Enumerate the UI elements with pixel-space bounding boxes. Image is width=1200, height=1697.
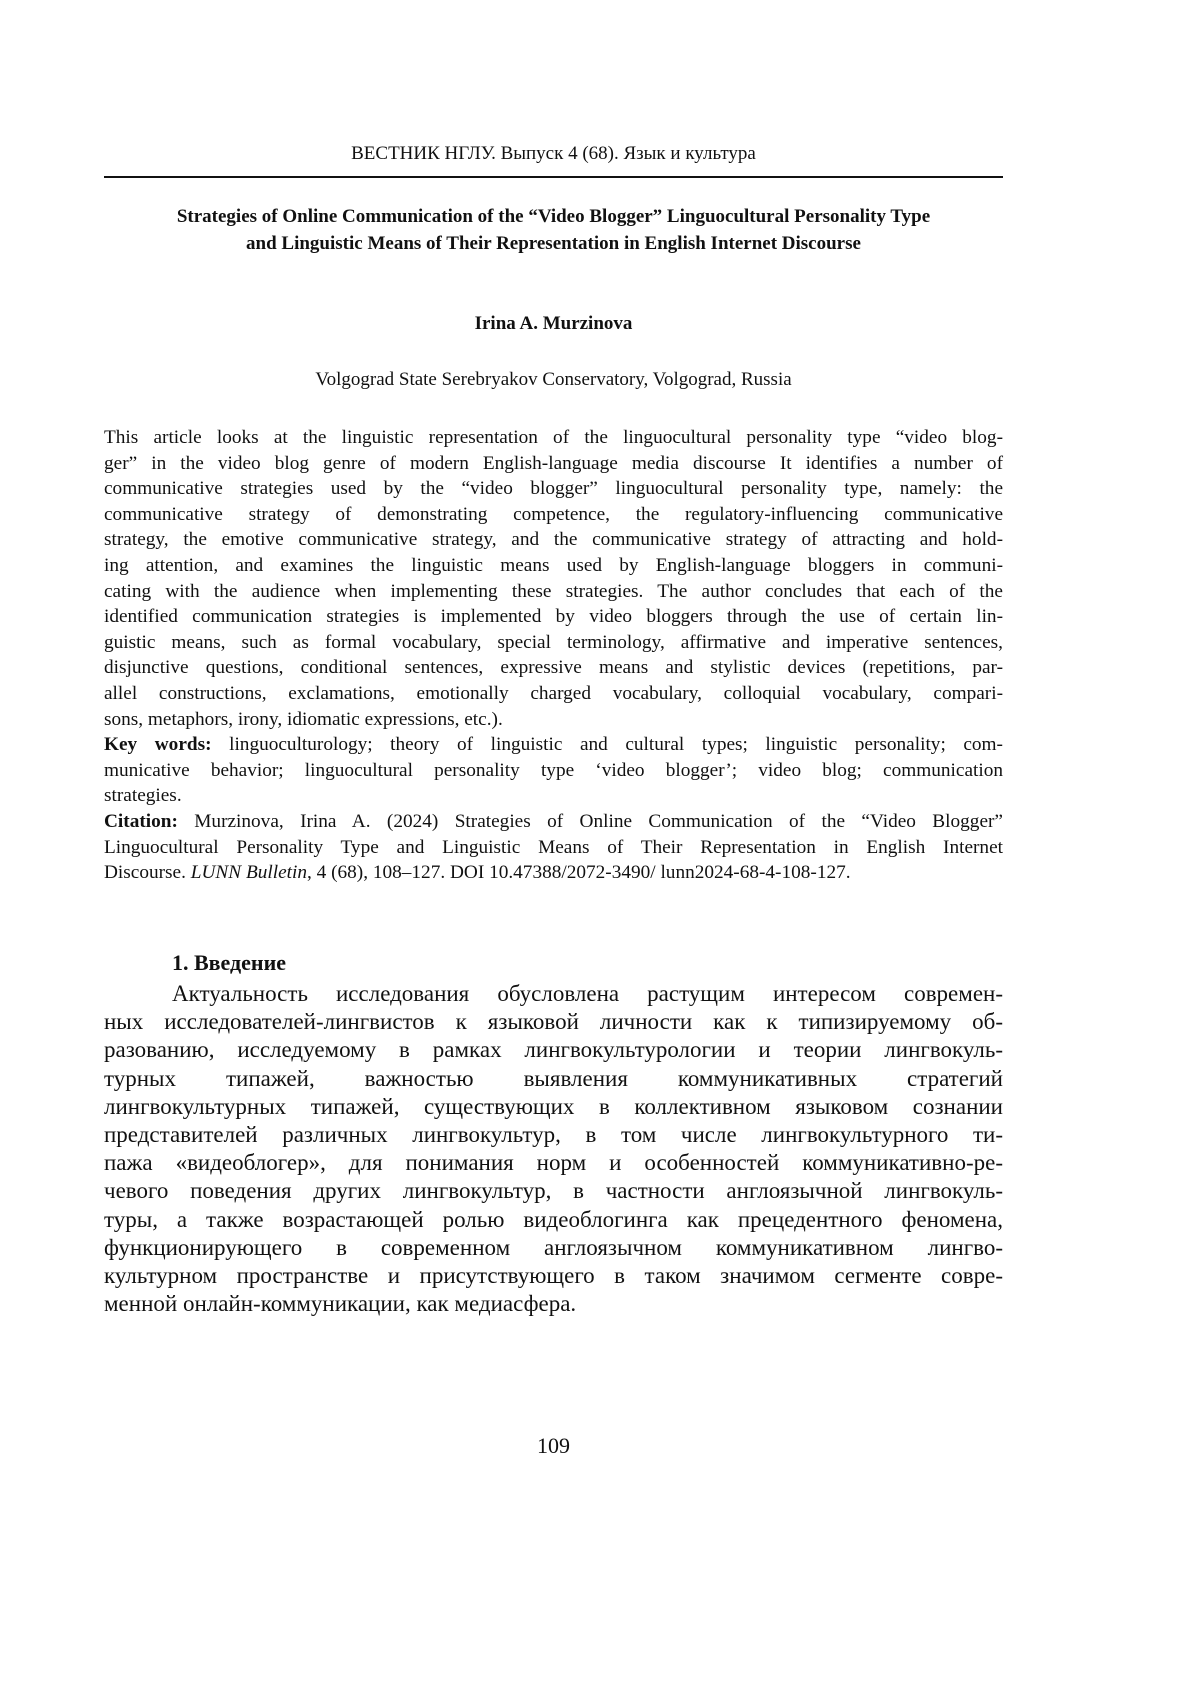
body-line: функционирующего в современном англоязычном коммуникативном лингво- [104,1234,1003,1262]
abstract-line: guistic means, such as formal vocabulary, special terminology, affirmative and imperative sentences, [104,630,1003,656]
citation-line [104,809,1003,835]
body-line: Актуальность исследования обусловлена растущим интересом современ- [104,980,1003,1008]
body-paragraph [104,980,1003,1318]
document-page [0,0,1200,1697]
affiliation: Volgograd State Serebryakov Conservatory, Volgograd, Russia [104,369,1003,391]
citation-label: Citation: [104,811,178,832]
body-line: туры, а также возрастающей ролью видеоблогинга как прецедентного феномена, [104,1206,1003,1234]
running-header: ВЕСТНИК НГЛУ. Выпуск 4 (68). Язык и культура [104,143,1003,165]
citation-line [104,860,1003,886]
title-line: and Linguistic Means of Their Representation in English Internet Discourse [104,230,1003,257]
page-number: 109 [104,1433,1003,1459]
abstract-line: cating with the audience when implementing these strategies. The author concludes that each of the [104,579,1003,605]
citation-text: Murzinova, Irina A. (2024) Strategies of Online Communication of the “Video Blogger” [178,811,1003,832]
header-rule [104,176,1003,178]
keywords-line: municative behavior; linguocultural personality type ‘video blogger’; video blog; communication [104,758,1003,784]
title-line: Strategies of Online Communication of the “Video Blogger” Linguocultural Personality Type [104,203,1003,230]
body-line: менной онлайн-коммуникации, как медиасфера. [104,1290,1003,1318]
abstract-line: disjunctive questions, conditional sentences, expressive means and stylistic devices (repetitions, par- [104,655,1003,681]
keywords-text: linguoculturology; theory of linguistic and cultural types; linguistic personality; com- [212,734,1003,755]
abstract-line: ger” in the video blog genre of modern English-language media discourse It identifies a number of [104,451,1003,477]
body-line: лингвокультурных типажей, существующих в коллективном языковом сознании [104,1093,1003,1121]
section-heading: 1. Введение [172,950,286,976]
citation-line: Linguocultural Personality Type and Linguistic Means of Their Representation in English Internet [104,835,1003,861]
author-name: Irina A. Murzinova [104,313,1003,335]
abstract-line: strategy, the emotive communicative strategy, and the communicative strategy of attracting and hold- [104,527,1003,553]
keywords-label: Key words: [104,734,212,755]
body-line: ных исследователей-лингвистов к языковой личности как к типизируемому об- [104,1008,1003,1036]
citation-text: Discourse. [104,862,191,883]
journal-name: LUNN Bulletin [191,862,307,883]
keywords-line: strategies. [104,783,1003,809]
abstract-line: allel constructions, exclamations, emotionally charged vocabulary, colloquial vocabulary, compari- [104,681,1003,707]
abstract-line: identified communication strategies is implemented by video bloggers through the use of certain lin- [104,604,1003,630]
body-line: культурном пространстве и присутствующего в таком значимом сегменте совре- [104,1262,1003,1290]
keywords-line [104,732,1003,758]
body-line: пажа «видеоблогер», для понимания норм и особенностей коммуникативно-ре- [104,1149,1003,1177]
article-title [104,203,1003,257]
body-line: разованию, исследуемому в рамках лингвокультурологии и теории лингвокуль- [104,1036,1003,1064]
abstract-line: sons, metaphors, irony, idiomatic expressions, etc.). [104,707,1003,733]
abstract-line: ing attention, and examines the linguistic means used by English-language bloggers in communi- [104,553,1003,579]
body-line: чевого поведения других лингвокультур, в частности англоязычной лингвокуль- [104,1177,1003,1205]
body-line: представителей различных лингвокультур, в том числе лингвокультурного ти- [104,1121,1003,1149]
abstract-line: This article looks at the linguistic representation of the linguocultural personality type “video blog- [104,425,1003,451]
abstract-line: communicative strategy of demonstrating competence, the regulatory-influencing communicative [104,502,1003,528]
abstract [104,425,1003,886]
citation-text: , 4 (68), 108–127. DOI 10.47388/2072-3490/ lunn2024-68-4-108-127. [307,862,851,883]
body-line: турных типажей, важностью выявления коммуникативных стратегий [104,1065,1003,1093]
abstract-line: communicative strategies used by the “video blogger” linguocultural personality type, namely: the [104,476,1003,502]
